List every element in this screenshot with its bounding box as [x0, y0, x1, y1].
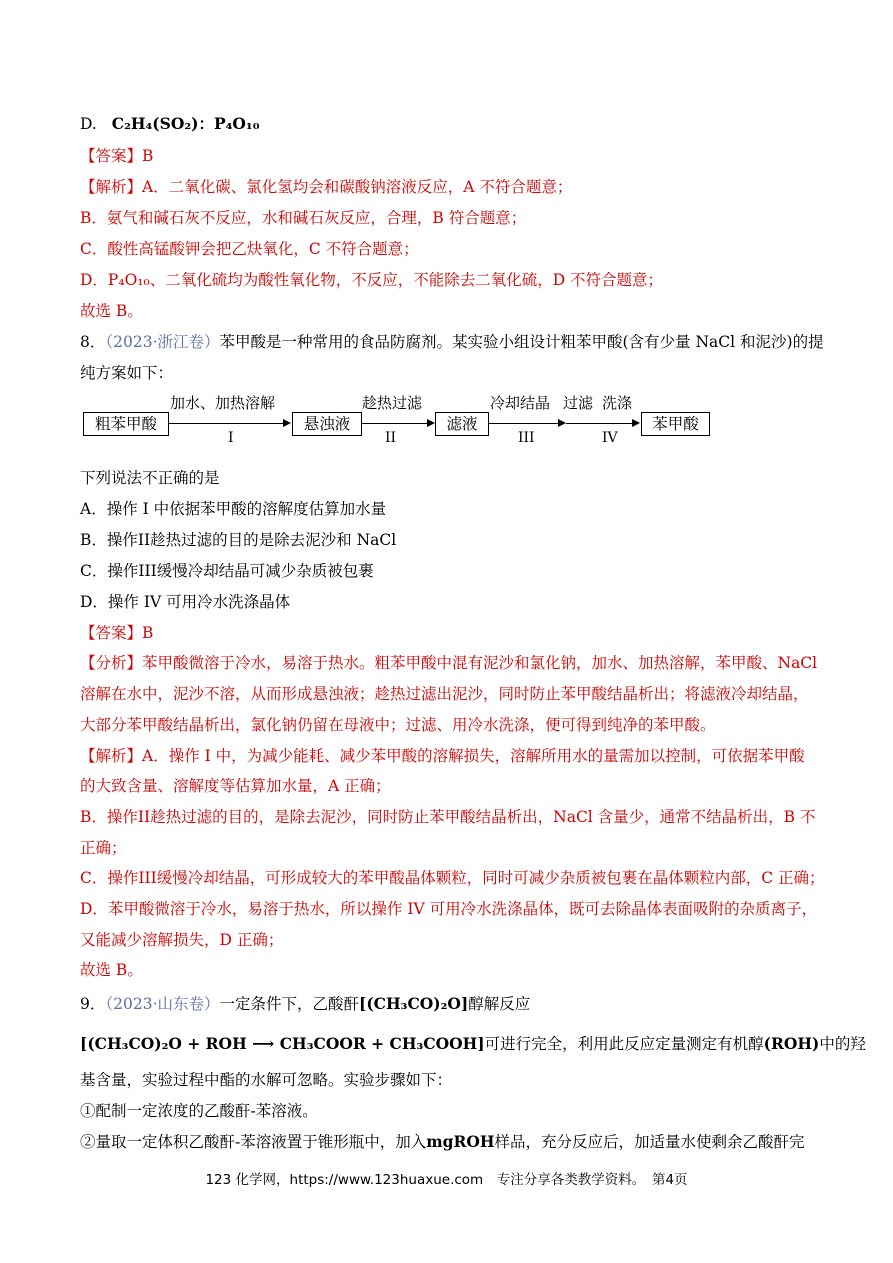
q8-jiexi-3: B．操作II趁热过滤的目的，是除去泥沙，同时防止苯甲酸结晶析出，NaCl 含量少，通常不结晶析出，B 不	[80, 808, 816, 826]
q8-fenxi-2: 溶解在水中，泥沙不溶，从而形成悬浊液；趁热过滤出泥沙，同时防止苯甲酸结晶析出；将滤液冷却结晶，	[80, 685, 809, 703]
q8-stem-1: 苯甲酸是一种常用的食品防腐剂。某实验小组设计粗苯甲酸(含有少量 NaCl 和泥沙)的提	[219, 333, 824, 351]
q8-option-a: A．操作 I 中依据苯甲酸的溶解度估算加水量	[80, 500, 387, 518]
q8-conclusion: 故选 B。	[80, 961, 143, 979]
q9-step-2	[80, 1132, 805, 1152]
arrow-3	[488, 423, 562, 424]
q9-formula-anhydride: [(CH₃CO)₂O]	[359, 994, 469, 1013]
q9-step-2a: ②量取一定体积乙酸酐-苯溶液置于锥形瓶中，加入	[80, 1133, 427, 1151]
box-filtrate: 滤液	[435, 412, 489, 436]
q7-answer: 【答案】B	[80, 147, 154, 165]
q8-jiexi-4: 正确；	[80, 839, 127, 857]
q7-analysis-d: D．P₄O₁₀、二氧化硫均为酸性氧化物，不反应，不能除去二氧化硫，D 不符合题意；	[80, 271, 664, 289]
q9-roh: (ROH)	[763, 1034, 820, 1053]
arrowhead-3	[558, 419, 566, 427]
arrowhead-4	[632, 419, 640, 427]
q9-equation: [(CH₃CO)₂O + ROH ⟶ CH₃COOR + CH₃COOH]	[80, 1034, 485, 1053]
arrowhead-2	[427, 419, 435, 427]
step1-number: I	[228, 430, 234, 446]
option-d-label: D.	[80, 115, 97, 133]
step4-label: 过滤	[563, 394, 594, 412]
q8-source: （2023·浙江卷）	[105, 333, 220, 351]
q8-jiexi-7: 又能减少溶解损失，D 正确；	[80, 931, 284, 949]
q7-analysis-c: C．酸性高锰酸钾会把乙炔氧化，C 不符合题意；	[80, 240, 419, 258]
arrow-1	[168, 423, 283, 424]
option-d	[80, 114, 260, 134]
step1-label: 加水、加热溶解	[170, 394, 276, 412]
purification-flowchart	[80, 394, 710, 450]
q9-number: 9．	[80, 995, 106, 1013]
q9-stem-line-1	[80, 994, 530, 1014]
q7-analysis-b: B．氨气和碱石灰不反应，水和碱石灰反应，合理，B 符合题意；	[80, 209, 527, 227]
q7-conclusion: 故选 B。	[80, 302, 143, 320]
q9-stem-line-2	[80, 1034, 866, 1054]
q8-stem-2: 纯方案如下：	[80, 364, 174, 382]
step4-number: IV	[602, 430, 618, 446]
step2-label: 趁热过滤	[362, 394, 423, 412]
q7-analysis-a: 【解析】A．二氧化碳、氯化氢均会和碳酸钠溶液反应，A 不符合题意；	[80, 178, 573, 196]
q8-jiexi-5: C．操作III缓慢冷却结晶，可形成较大的苯甲酸晶体颗粒，同时可减少杂质被包裹在晶体颗粒内部，C 正确；	[80, 869, 825, 887]
step2-number: II	[385, 430, 397, 446]
q8-fenxi-3: 大部分苯甲酸结晶析出，氯化钠仍留在母液中；过滤、用冷水洗涤，便可得到纯净的苯甲酸。	[80, 716, 716, 734]
box-suspension: 悬浊液	[292, 412, 362, 436]
step3-label: 冷却结晶	[490, 394, 551, 412]
q8-prompt: 下列说法不正确的是	[80, 469, 220, 487]
q8-answer: 【答案】B	[80, 624, 154, 642]
box-benzoic-acid: 苯甲酸	[641, 412, 710, 436]
q9-stem-1b: 醇解反应	[468, 995, 531, 1013]
q8-jiexi-1: 【解析】A．操作 I 中，为减少能耗、减少苯甲酸的溶解损失，溶解所用水的量需加以控制，可依据苯甲酸	[80, 747, 805, 765]
arrowhead-1	[283, 419, 291, 427]
option-d-formula: C₂H₄(SO₂)：P₄O₁₀	[111, 114, 260, 133]
q8-jiexi-6: D．苯甲酸微溶于冷水，易溶于热水，所以操作 IV 可用冷水洗涤晶体，既可去除晶体表面吸附的杂质离子，	[80, 900, 818, 918]
q8-option-b: B．操作II趁热过滤的目的是除去泥沙和 NaCl	[80, 531, 397, 549]
q9-stem-3: 基含量，实验过程中酯的水解可忽略。实验步骤如下：	[80, 1071, 453, 1089]
q9-step-2b: 样品，充分反应后，加适量水使剩余乙酸酐完	[494, 1133, 805, 1151]
arrow-4	[566, 423, 632, 424]
page-footer: 123 化学网，https://www.123huaxue.com 专注分享各类教学资料。 第4页	[205, 1172, 688, 1188]
q9-step-1: ①配制一定浓度的乙酸酐-苯溶液。	[80, 1102, 318, 1120]
q8-option-c: C．操作III缓慢冷却结晶可减少杂质被包裹	[80, 562, 374, 580]
box-crude-benzoic-acid: 粗苯甲酸	[83, 412, 169, 436]
q8-fenxi-1: 【分析】苯甲酸微溶于冷水，易溶于热水。粗苯甲酸中混有泥沙和氯化钠，加水、加热溶解，苯甲酸、NaCl	[80, 654, 818, 672]
arrow-2	[361, 423, 427, 424]
q8-jiexi-2: 的大致含量、溶解度等估算加水量，A 正确；	[80, 777, 391, 795]
q9-stem-1a: 一定条件下，乙酸酐	[219, 995, 360, 1013]
q9-source: （2023·山东卷）	[105, 995, 220, 1013]
q9-stem-2b: 中的羟	[819, 1035, 866, 1053]
q9-mg-roh: mgROH	[426, 1132, 495, 1151]
step3-number: III	[518, 430, 535, 446]
q8-stem-line-1	[80, 332, 824, 352]
q9-stem-2a: 可进行完全，利用此反应定量测定有机醇	[484, 1035, 764, 1053]
q8-number: 8．	[80, 333, 106, 351]
step5-label: 洗涤	[602, 394, 633, 412]
q8-option-d: D．操作 IV 可用冷水洗涤晶体	[80, 593, 291, 611]
